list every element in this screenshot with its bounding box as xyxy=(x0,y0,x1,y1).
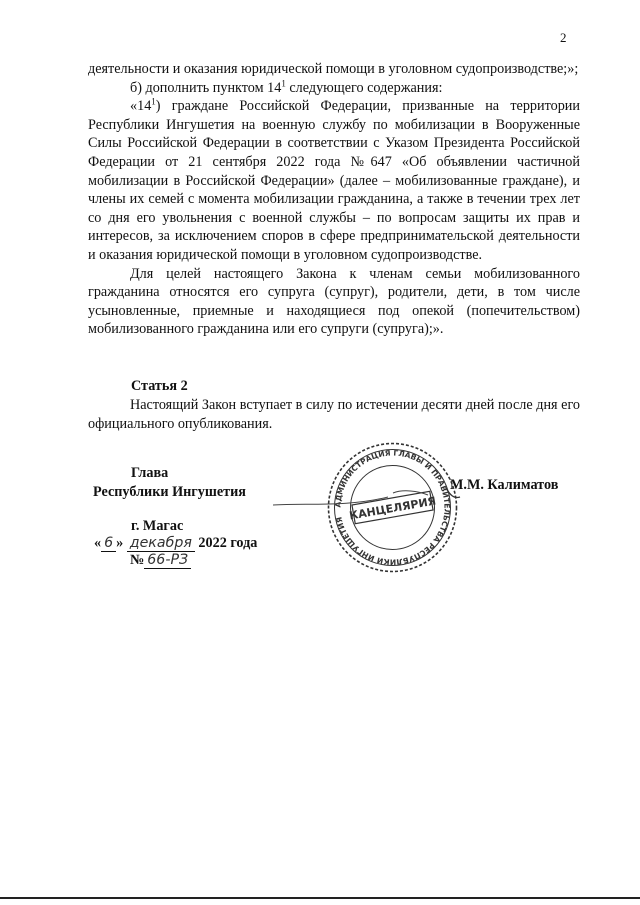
bottom-scan-border xyxy=(0,897,640,899)
article-2-body: Настоящий Закон вступает в силу по истечении десяти дней после дня его официального опубликования. xyxy=(88,397,580,432)
page-number: 2 xyxy=(560,30,567,45)
paragraph-point-14-1: «$14^1$) граждане Российской Федерации, призванные на территории Республики Ингушетия на военную службу по мобилизации в Вооруженные Силы Российской Федерации в соответствии с Указом Президента Российской Федерации от 21 сентября 2022 года №647 «Об объявлении частичной мобилизации в Российской Федерации» (далее – мобилизованные граждане), и члены их семей с момента мобилизации гражданина, а также в течении трех лет со дня его увольнения с военной службы – по вопросам защиты их прав и интересов, за исключением споров в сфере предпринимательской деятельности и оказания юридической помощи в уголовном судопроизводстве. xyxy=(88,96,580,263)
stamp-center-text: КАНЦЕЛЯРИЯ xyxy=(348,494,438,523)
law-number-value: 66-РЗ xyxy=(144,552,191,569)
paragraph-amendment-b: б) дополнить пунктом $14^1$ следующего содержания: xyxy=(130,77,443,96)
law-number: № 66-РЗ xyxy=(130,552,191,569)
stamp-ring-text: АДМИНИСТРАЦИЯ ГЛАВЫ И ПРАВИТЕЛЬСТВА РЕСПУБЛИКИ ИНГУШЕТИЯ xyxy=(333,448,452,567)
date-month: декабря xyxy=(127,535,195,552)
date-day: 6 xyxy=(101,535,116,552)
handwritten-signature xyxy=(268,485,468,515)
signatory-name: М.М. Калиматов xyxy=(450,477,559,493)
paragraph-family-definition: Для целей настоящего Закона к членам семьи мобилизованного гражданина относятся его супруга (супруг), родители, дети, в том числе усыновленные, приемные и находящиеся под опекой (попечительством) мобилизованного гражданина или его супруги (супруга);». xyxy=(88,265,580,338)
signatory-title-line1: Глава xyxy=(131,465,169,481)
paragraph-continuation: деятельности и оказания юридической помощи в уголовном судопроизводстве;»; xyxy=(88,61,579,77)
main-text xyxy=(88,60,580,339)
article-2-heading: Статья 2 xyxy=(131,378,188,394)
date-year: 2022 года xyxy=(198,535,258,551)
signatory-title-line2: Республики Ингушетия xyxy=(93,484,246,500)
article-2-text xyxy=(88,396,580,433)
city: г. Магас xyxy=(131,518,184,534)
signing-date: « 6 » декабря 2022 года xyxy=(94,535,258,551)
